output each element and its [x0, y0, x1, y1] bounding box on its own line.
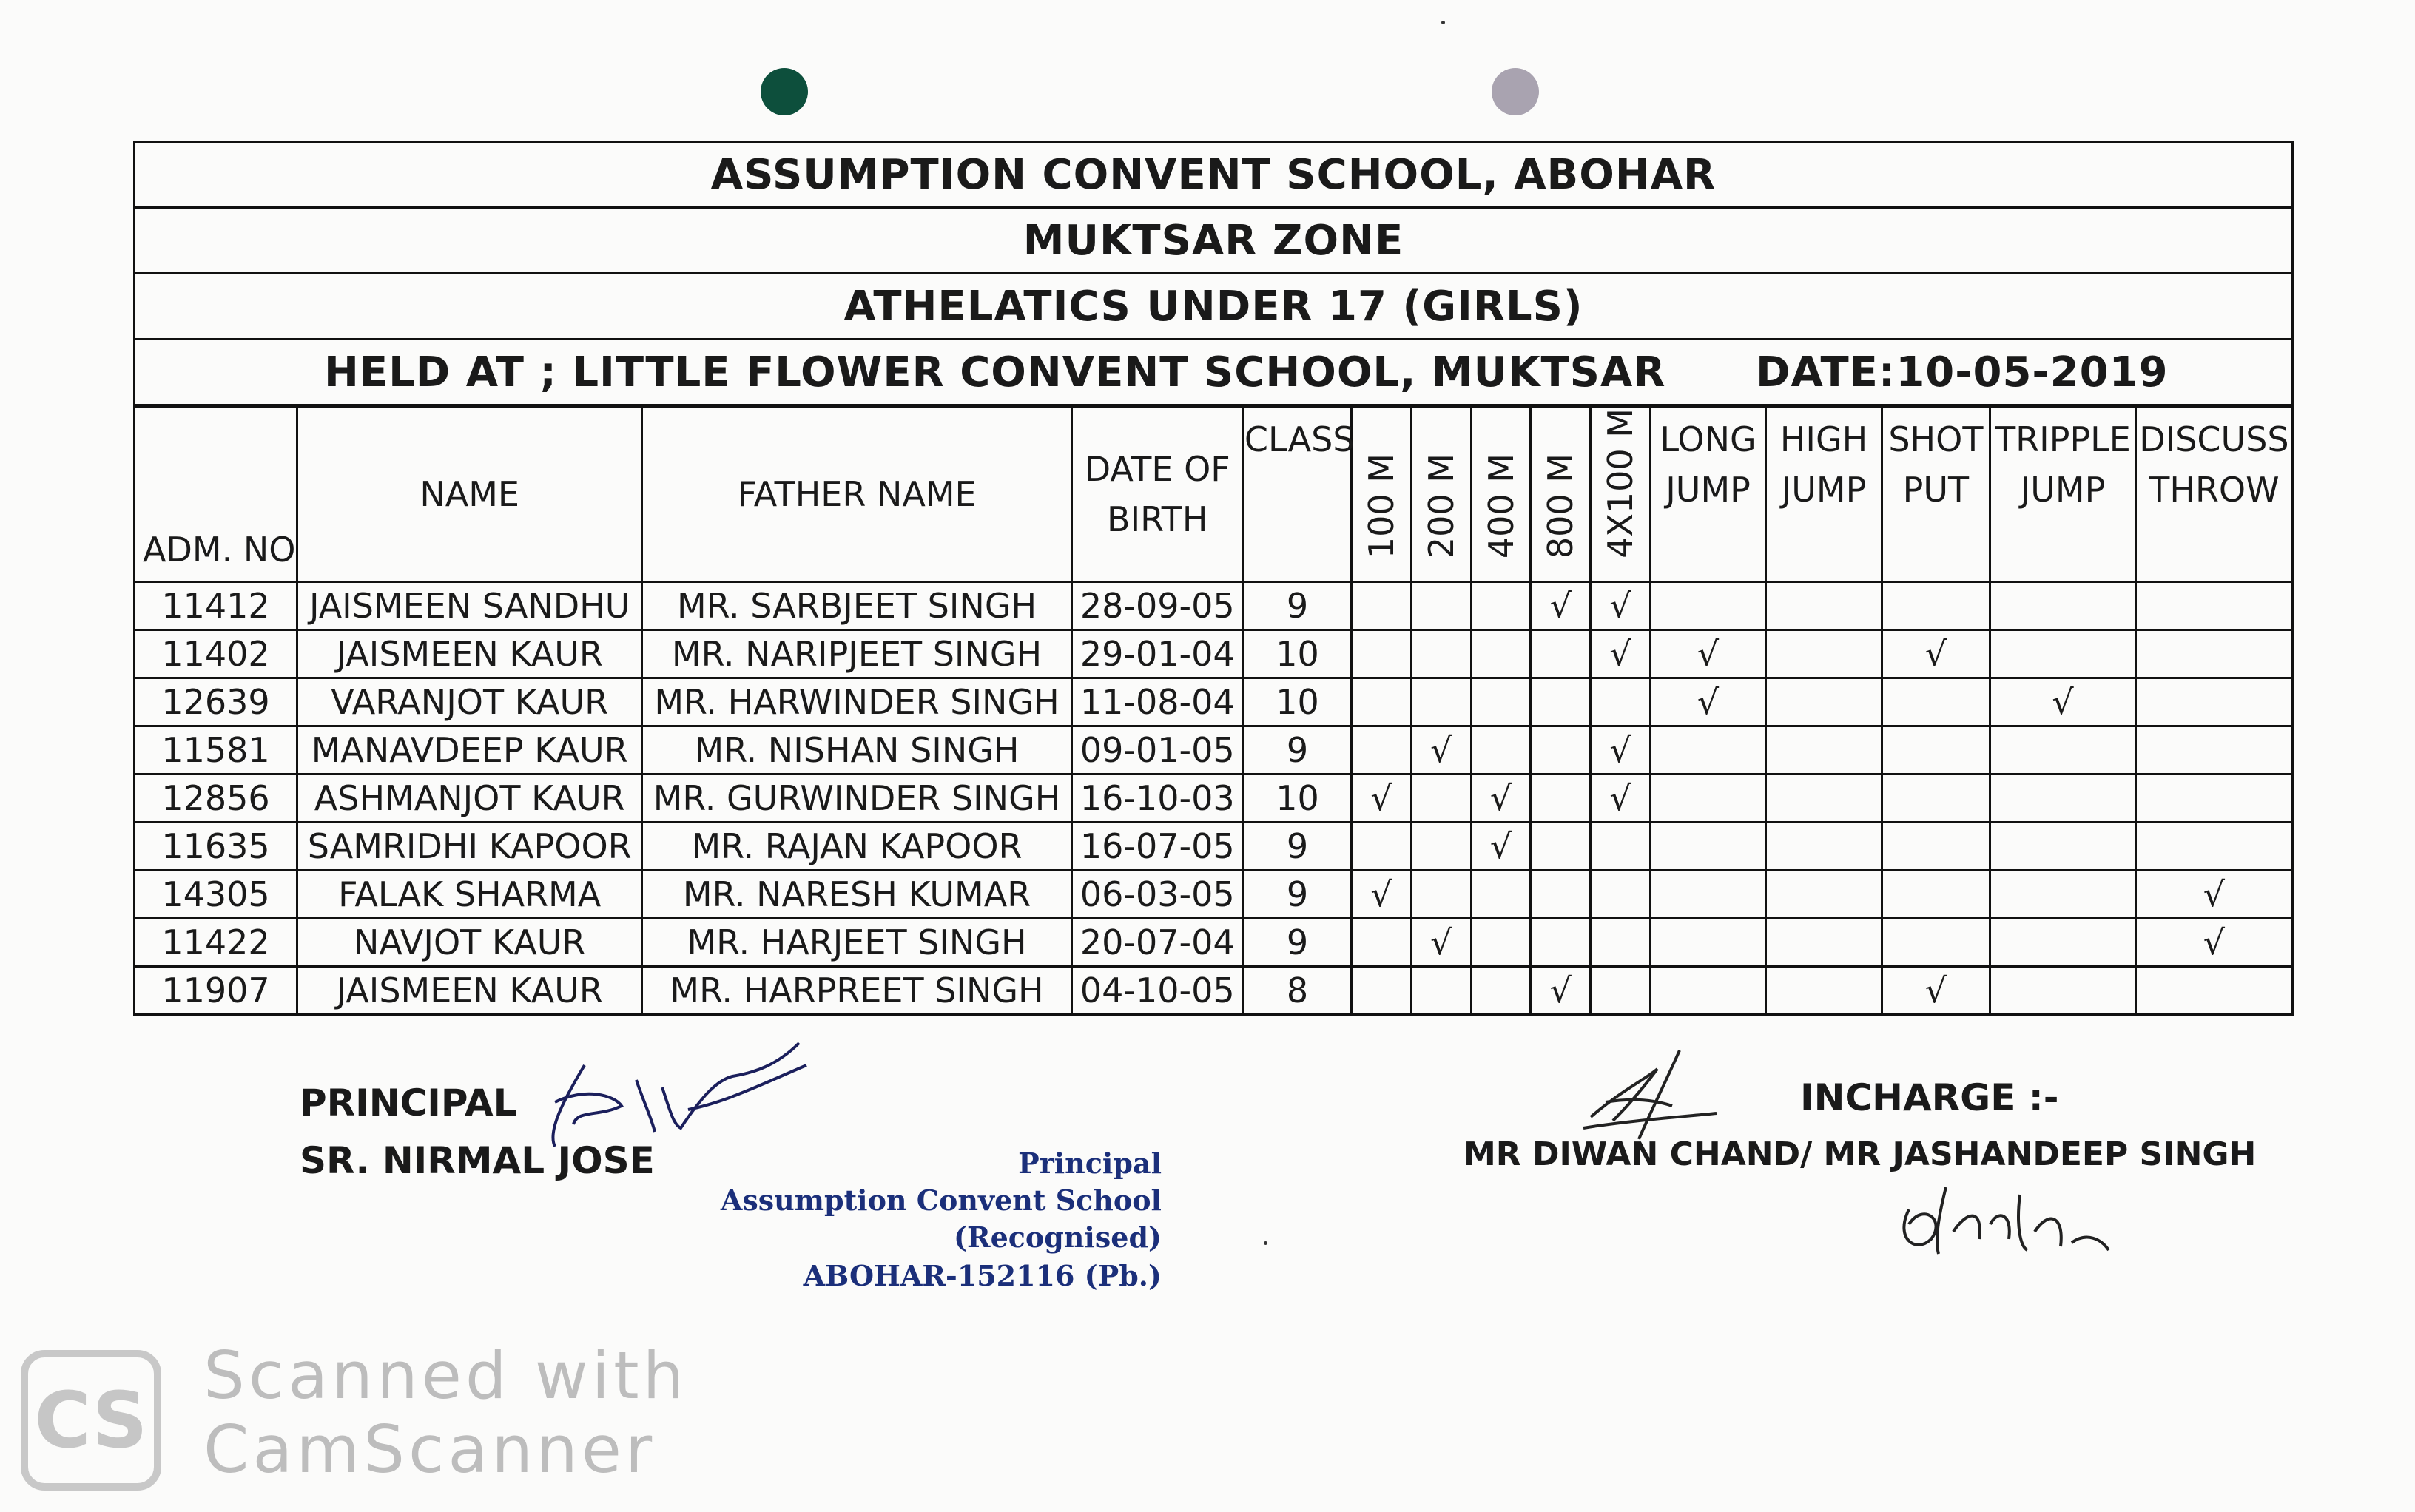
tick-200m [1411, 966, 1471, 1014]
col-header-name: NAME [297, 408, 642, 582]
father-name-cell: MR. HARPREET SINGH [642, 966, 1071, 1014]
col-header-shot-put-line2: PUT [1902, 470, 1970, 510]
adm-no-cell: 11402 [135, 630, 297, 678]
tick-relay: √ [1591, 726, 1651, 774]
father-name-cell: MR. SARBJEET SINGH [642, 581, 1071, 630]
tick-400m [1471, 630, 1531, 678]
father-name-cell: MR. HARWINDER SINGH [642, 678, 1071, 726]
table-row [135, 870, 2293, 918]
stamp-address: ABOHAR-152116 (Pb.) [803, 1259, 1162, 1292]
punch-hole [1492, 68, 1539, 115]
col-header-adm-no: ADM. NO [135, 408, 297, 582]
name-cell: MANAVDEEP KAUR [297, 726, 642, 774]
class-cell: 9 [1243, 822, 1351, 870]
tick-100m: √ [1352, 870, 1412, 918]
tick-relay [1591, 870, 1651, 918]
dob-cell: 16-10-03 [1071, 774, 1243, 822]
father-name-cell: MR. HARJEET SINGH [642, 918, 1071, 966]
tick-discus [2135, 581, 2292, 630]
tick-discus [2135, 822, 2292, 870]
father-name-cell: MR. GURWINDER SINGH [642, 774, 1071, 822]
tick-relay: √ [1591, 774, 1651, 822]
tick-200m [1411, 822, 1471, 870]
adm-no-cell: 12856 [135, 774, 297, 822]
adm-no-cell: 14305 [135, 870, 297, 918]
dob-cell: 28-09-05 [1071, 581, 1243, 630]
adm-no-cell: 11412 [135, 581, 297, 630]
punch-hole [761, 68, 808, 115]
tick-high-jump [1766, 678, 1882, 726]
tick-discus [2135, 678, 2292, 726]
tick-relay [1591, 678, 1651, 726]
watermark-line1: Scanned with [203, 1337, 688, 1414]
tick-100m: √ [1352, 774, 1412, 822]
tick-discus [2135, 774, 2292, 822]
col-header-800m-label: 800 M [1540, 453, 1581, 558]
father-name-cell: MR. RAJAN KAPOOR [642, 822, 1071, 870]
tick-shot-put [1882, 678, 1990, 726]
tick-relay: √ [1591, 630, 1651, 678]
tick-relay [1591, 966, 1651, 1014]
tick-triple-jump [1990, 918, 2136, 966]
col-header-shot-put-line1: SHOT [1888, 419, 1984, 459]
adm-no-cell: 11635 [135, 822, 297, 870]
tick-400m: √ [1471, 774, 1531, 822]
dob-cell: 11-08-04 [1071, 678, 1243, 726]
col-header-400m-label: 400 M [1481, 453, 1521, 558]
col-header-triple-jump [1990, 408, 2136, 582]
class-cell: 9 [1243, 581, 1351, 630]
tick-100m [1352, 918, 1412, 966]
table-row [135, 966, 2293, 1014]
tick-high-jump [1766, 774, 1882, 822]
class-cell: 9 [1243, 726, 1351, 774]
tick-triple-jump [1990, 966, 2136, 1014]
col-header-400m [1471, 408, 1531, 582]
adm-no-cell: 11907 [135, 966, 297, 1014]
col-header-class: CLASS [1243, 408, 1351, 582]
tick-long-jump: √ [1650, 630, 1765, 678]
father-name-cell: MR. NISHAN SINGH [642, 726, 1071, 774]
tick-200m: √ [1411, 726, 1471, 774]
tick-high-jump [1766, 726, 1882, 774]
tick-800m [1531, 630, 1591, 678]
tick-200m [1411, 678, 1471, 726]
col-header-dob-line1: DATE OF [1084, 449, 1230, 490]
tick-shot-put [1882, 774, 1990, 822]
col-header-dob [1071, 408, 1243, 582]
watermark-line2: CamScanner [203, 1411, 656, 1488]
tick-long-jump [1650, 918, 1765, 966]
tick-high-jump [1766, 918, 1882, 966]
paper-speck [1264, 1241, 1267, 1245]
class-cell: 9 [1243, 918, 1351, 966]
class-cell: 10 [1243, 630, 1351, 678]
venue-row [133, 340, 2294, 406]
tick-400m [1471, 581, 1531, 630]
tick-100m [1352, 630, 1412, 678]
event-date: DATE:10-05-2019 [1756, 348, 2169, 396]
col-header-high-jump-line2: JUMP [1781, 470, 1867, 510]
tick-relay [1591, 918, 1651, 966]
tick-400m [1471, 726, 1531, 774]
entry-sheet [133, 141, 2294, 1016]
col-header-high-jump-line1: HIGH [1779, 419, 1868, 459]
tick-triple-jump [1990, 870, 2136, 918]
tick-shot-put: √ [1882, 966, 1990, 1014]
col-header-100m-label: 100 M [1361, 453, 1402, 558]
tick-100m [1352, 726, 1412, 774]
col-header-high-jump [1766, 408, 1882, 582]
col-header-200m [1411, 408, 1471, 582]
col-header-dob-line2: BIRTH [1107, 499, 1208, 540]
tick-triple-jump: √ [1990, 678, 2136, 726]
stamp-school: Assumption Convent School [720, 1184, 1162, 1217]
tick-long-jump [1650, 870, 1765, 918]
event-title: ATHELATICS UNDER 17 (GIRLS) [133, 274, 2294, 340]
col-header-shot-put [1882, 408, 1990, 582]
tick-800m: √ [1531, 966, 1591, 1014]
stamp-recognised: (Recognised) [954, 1221, 1162, 1254]
school-title: ASSUMPTION CONVENT SCHOOL, ABOHAR [133, 141, 2294, 209]
class-cell: 9 [1243, 870, 1351, 918]
tick-800m [1531, 918, 1591, 966]
venue-text: HELD AT ; LITTLE FLOWER CONVENT SCHOOL, MUKTSAR [324, 348, 1666, 396]
name-cell: NAVJOT KAUR [297, 918, 642, 966]
table-row [135, 774, 2293, 822]
table-row [135, 581, 2293, 630]
adm-no-cell: 11422 [135, 918, 297, 966]
tick-relay: √ [1591, 581, 1651, 630]
tick-triple-jump [1990, 822, 2136, 870]
tick-shot-put [1882, 581, 1990, 630]
incharge-label: INCHARGE :- [1800, 1076, 2059, 1119]
tick-high-jump [1766, 630, 1882, 678]
tick-triple-jump [1990, 774, 2136, 822]
tick-400m [1471, 870, 1531, 918]
dob-cell: 09-01-05 [1071, 726, 1243, 774]
table-row [135, 630, 2293, 678]
name-cell: JAISMEEN KAUR [297, 966, 642, 1014]
tick-200m [1411, 870, 1471, 918]
name-cell: ASHMANJOT KAUR [297, 774, 642, 822]
principal-name: SR. NIRMAL JOSE [300, 1139, 655, 1182]
name-cell: JAISMEEN KAUR [297, 630, 642, 678]
tick-triple-jump [1990, 726, 2136, 774]
tick-800m [1531, 774, 1591, 822]
col-header-800m [1531, 408, 1591, 582]
tick-200m [1411, 774, 1471, 822]
participants-table [133, 406, 2294, 1016]
class-cell: 8 [1243, 966, 1351, 1014]
principal-label: PRINCIPAL [300, 1081, 517, 1124]
tick-long-jump [1650, 774, 1765, 822]
table-row [135, 678, 2293, 726]
tick-long-jump [1650, 966, 1765, 1014]
father-name-cell: MR. NARIPJEET SINGH [642, 630, 1071, 678]
adm-no-cell: 11581 [135, 726, 297, 774]
tick-discus: √ [2135, 870, 2292, 918]
tick-relay [1591, 822, 1651, 870]
class-cell: 10 [1243, 774, 1351, 822]
paper-speck [1441, 21, 1445, 24]
tick-high-jump [1766, 870, 1882, 918]
dob-cell: 04-10-05 [1071, 966, 1243, 1014]
father-name-cell: MR. NARESH KUMAR [642, 870, 1071, 918]
tick-discus: √ [2135, 918, 2292, 966]
col-header-triple-jump-line1: TRIPPLE [1995, 419, 2131, 459]
col-header-200m-label: 200 M [1421, 453, 1461, 558]
camscanner-watermark [203, 1339, 687, 1487]
tick-high-jump [1766, 581, 1882, 630]
tick-100m [1352, 822, 1412, 870]
tick-400m [1471, 678, 1531, 726]
col-header-relay-label: 4X100 M [1600, 408, 1640, 558]
tick-long-jump [1650, 726, 1765, 774]
col-header-discus-line2: THROW [2149, 470, 2280, 510]
dob-cell: 20-07-04 [1071, 918, 1243, 966]
tick-triple-jump [1990, 630, 2136, 678]
incharge-names: MR DIWAN CHAND/ MR JASHANDEEP SINGH [1464, 1135, 2257, 1173]
name-cell: JAISMEEN SANDHU [297, 581, 642, 630]
tick-200m: √ [1411, 918, 1471, 966]
table-row [135, 918, 2293, 966]
principal-signature [533, 1036, 814, 1161]
tick-800m [1531, 870, 1591, 918]
col-header-relay [1591, 408, 1651, 582]
stamp-title: Principal [1018, 1147, 1162, 1180]
tick-400m [1471, 966, 1531, 1014]
name-cell: SAMRIDHI KAPOOR [297, 822, 642, 870]
table-row [135, 726, 2293, 774]
tick-discus [2135, 966, 2292, 1014]
tick-high-jump [1766, 822, 1882, 870]
tick-discus [2135, 726, 2292, 774]
tick-800m [1531, 822, 1591, 870]
table-header-row [135, 408, 2293, 582]
tick-high-jump [1766, 966, 1882, 1014]
tick-800m [1531, 726, 1591, 774]
col-header-100m [1352, 408, 1412, 582]
tick-shot-put: √ [1882, 630, 1990, 678]
tick-shot-put [1882, 918, 1990, 966]
tick-shot-put [1882, 822, 1990, 870]
col-header-triple-jump-line2: JUMP [2020, 470, 2106, 510]
tick-200m [1411, 630, 1471, 678]
tick-800m: √ [1531, 581, 1591, 630]
tick-shot-put [1882, 726, 1990, 774]
dob-cell: 06-03-05 [1071, 870, 1243, 918]
dob-cell: 29-01-04 [1071, 630, 1243, 678]
table-row [135, 822, 2293, 870]
tick-discus [2135, 630, 2292, 678]
col-header-long-jump [1650, 408, 1765, 582]
col-header-discus-line1: DISCUSS [2139, 419, 2289, 459]
class-cell: 10 [1243, 678, 1351, 726]
tick-800m [1531, 678, 1591, 726]
tick-200m [1411, 581, 1471, 630]
tick-shot-put [1882, 870, 1990, 918]
tick-long-jump [1650, 581, 1765, 630]
dob-cell: 16-07-05 [1071, 822, 1243, 870]
name-cell: VARANJOT KAUR [297, 678, 642, 726]
camscanner-logo: CS [21, 1350, 161, 1491]
tick-400m [1471, 918, 1531, 966]
col-header-father-name: FATHER NAME [642, 408, 1071, 582]
tick-100m [1352, 678, 1412, 726]
tick-400m: √ [1471, 822, 1531, 870]
incharge-signature-2 [1887, 1180, 2123, 1261]
tick-triple-jump [1990, 581, 2136, 630]
tick-100m [1352, 966, 1412, 1014]
name-cell: FALAK SHARMA [297, 870, 642, 918]
incharge-signature-1 [1569, 1047, 1731, 1150]
adm-no-cell: 12639 [135, 678, 297, 726]
tick-long-jump [1650, 822, 1765, 870]
col-header-discus [2135, 408, 2292, 582]
col-header-long-jump-line1: LONG [1660, 419, 1756, 459]
zone-title: MUKTSAR ZONE [133, 209, 2294, 274]
tick-100m [1352, 581, 1412, 630]
col-header-long-jump-line2: JUMP [1665, 470, 1751, 510]
tick-long-jump: √ [1650, 678, 1765, 726]
